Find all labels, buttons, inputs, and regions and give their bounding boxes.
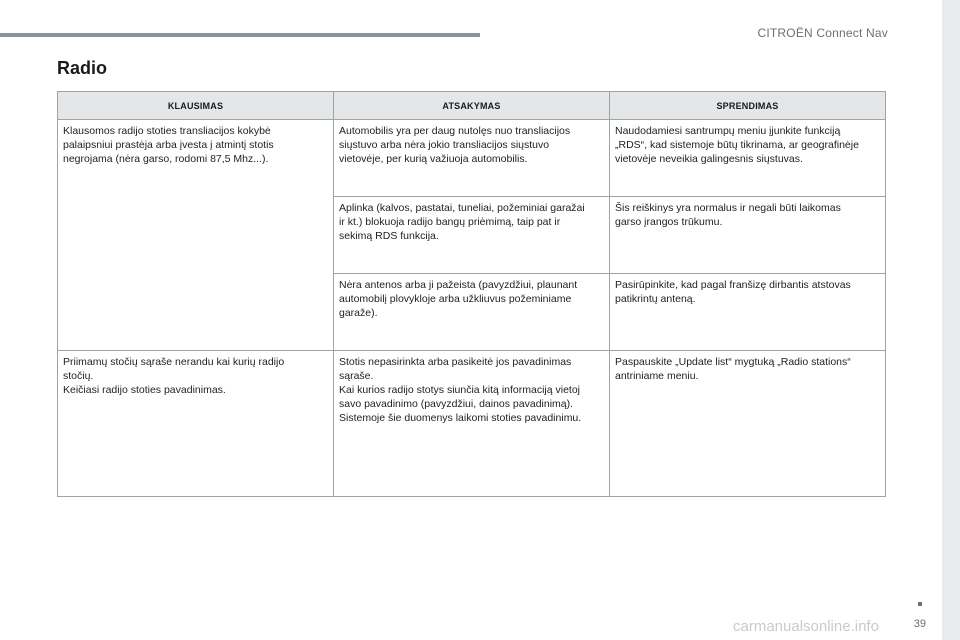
column-header-answer: ATSAKYMAS [334,92,610,120]
solution-cell [610,120,886,197]
table-row [58,351,886,497]
answer-text: Aplinka (kalvos, pastatai, tuneliai, požeminiai garažai ir kt.) blokuoja radijo bangų priėmimą, taip pat ir sekimą RDS funkcija. [339,202,585,242]
answer-cell [334,197,610,274]
solution-text: Pasirūpinkite, kad pagal franšizę dirbantis atstovas patikrintų anteną. [615,279,851,305]
question-cell [58,351,334,497]
question-text: Klausomos radijo stoties transliacijos kokybė palaipsniui prastėja arba įvesta į atmintį stotis negrojama (nėra garso, rodomi 87,5 Mhz...). [63,125,274,165]
table-row [58,120,886,197]
solution-cell [610,351,886,497]
solution-cell [610,197,886,274]
solution-cell [610,274,886,351]
page-title: Radio [57,58,108,78]
question-text: Priimamų stočių sąraše nerandu kai kurių radijo stočių. Keičiasi radijo stoties pavadinimas. [63,356,285,396]
brand-label: CITROËN Connect Nav [757,26,888,40]
answer-cell [334,351,610,497]
table-header-row [58,92,886,120]
page-marker-dot [918,602,922,606]
answer-text: Automobilis yra per daug nutolęs nuo transliacijos siųstuvo arba nėra jokio transliacijos siųstuvo vietovėje, per kurią važiuoja automobilis. [339,125,571,165]
solution-text: Paspauskite „Update list“ mygtuką „Radio stations“ antriniame meniu. [615,356,851,382]
right-margin-band [942,0,960,640]
solution-text: Naudodamiesi santrumpų meniu įjunkite funkciją „RDS“, kad sistemoje būtų tikrinama, ar geografinėje vietovėje neveikia galingesnis siųstuvas. [615,125,859,165]
page-number: 39 [913,618,926,630]
watermark: carmanualsonline.info [733,618,879,635]
answer-cell [334,120,610,197]
header-rule [0,33,480,37]
column-header-question: KLAUSIMAS [58,92,334,120]
answer-text: Stotis nepasirinkta arba pasikeitė jos pavadinimas sąraše. Kai kurios radijo stotys siunčia kitą informaciją vietoj savo pavadinimo (pavyzdžiui, dainos pavadinimą). Sistemoje šie duomenys laikomi stoties pavadinimu. [339,356,582,424]
solution-text: Šis reiškinys yra normalus ir negali būti laikomas garso įrangos trūkumu. [615,202,841,228]
faq-table [57,91,886,497]
answer-text: Nėra antenos arba ji pažeista (pavyzdžiui, plaunant automobilį plovykloje arba užkliuvus požeminiame garaže). [339,279,578,319]
question-cell [58,120,334,351]
column-header-solution: SPRENDIMAS [610,92,886,120]
answer-cell [334,274,610,351]
